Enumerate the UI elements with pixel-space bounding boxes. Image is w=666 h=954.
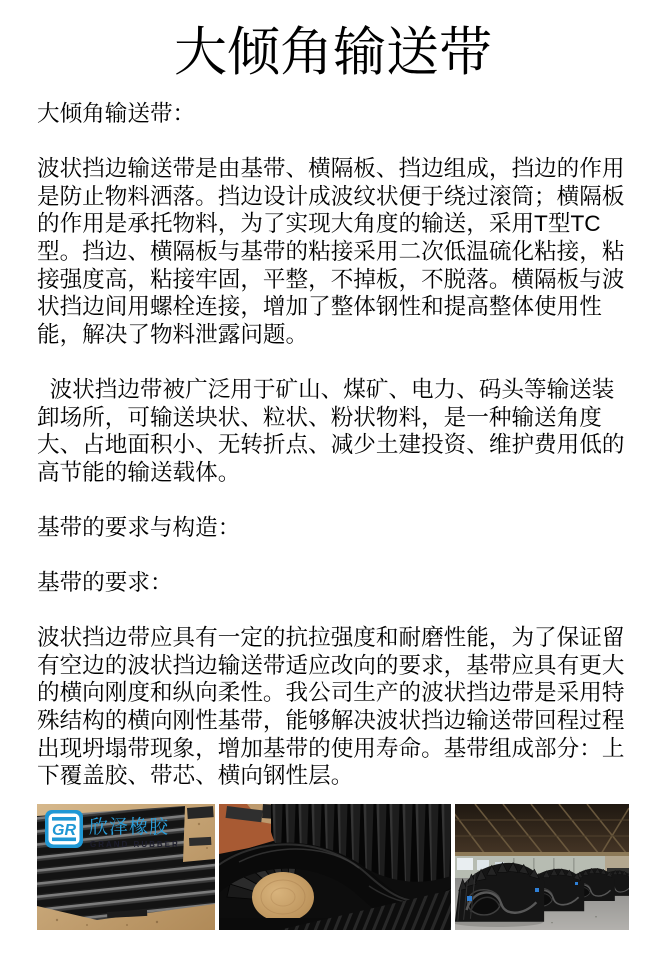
paragraph-structure: 波状挡边输送带是由基带、横隔板、挡边组成，挡边的作用是防止物料洒落。挡边设计成波纹状便于绕过滚筒；横隔板的作用是承托物料，为了实现大角度的输送，采用T型TC型。挡边、横隔板与基带的粘接采用二次低温硫化粘接，粘接强度高，粘接牢固，平整，不掉板，不脱落。横隔板与波状挡边间用螺栓连接，增加了整体钢性和提高整体使用性能，解决了物料泄露问题。 <box>37 156 625 347</box>
paragraph-base-belt-requirements: 波状挡边带应具有一定的抗拉强度和耐磨性能，为了保证留有空边的波状挡边输送带适应改向的要求，基带应具有更大的横向刚度和纵向柔性。我公司生产的波状挡边带是采用特殊结构的横向刚性基带，能够解决波状挡边输送带回程过程出现坍塌带现象，增加基带的使用寿命。基带组成部分：上下覆盖胶、带芯、横向钢性层。 <box>37 625 625 789</box>
product-photo-strips <box>37 804 215 930</box>
product-photo-factory <box>455 804 629 930</box>
article-page <box>0 24 666 930</box>
article-body <box>37 100 629 790</box>
brand-name-en: GRAND RUBBER <box>90 839 180 849</box>
product-photo-gallery <box>37 804 629 930</box>
page-title: 大倾角输送带 <box>174 23 492 82</box>
gr-monogram: GR <box>52 821 76 839</box>
brand-name-cn: 欣泽橡胶 <box>89 816 170 838</box>
closeup-photo-art <box>219 804 451 930</box>
paragraph-applications: 波状挡边带被广泛用于矿山、煤矿、电力、码头等输送装卸场所，可输送块状、粒状、粉状物料，是一种输送角度大、占地面积小、无转折点、减少土建投资、维护费用低的高节能的输送载体。 <box>37 376 625 485</box>
paragraph-base-belt-heading: 基带的要求与构造： <box>37 514 241 540</box>
product-photo-closeup <box>219 804 451 930</box>
paragraph-intro-label: 大倾角输送带： <box>37 101 196 126</box>
strips-photo-art <box>37 804 215 930</box>
eave-beam <box>455 852 629 856</box>
factory-photo-art <box>455 804 629 930</box>
paragraph-base-belt-subheading: 基带的要求： <box>37 570 173 596</box>
